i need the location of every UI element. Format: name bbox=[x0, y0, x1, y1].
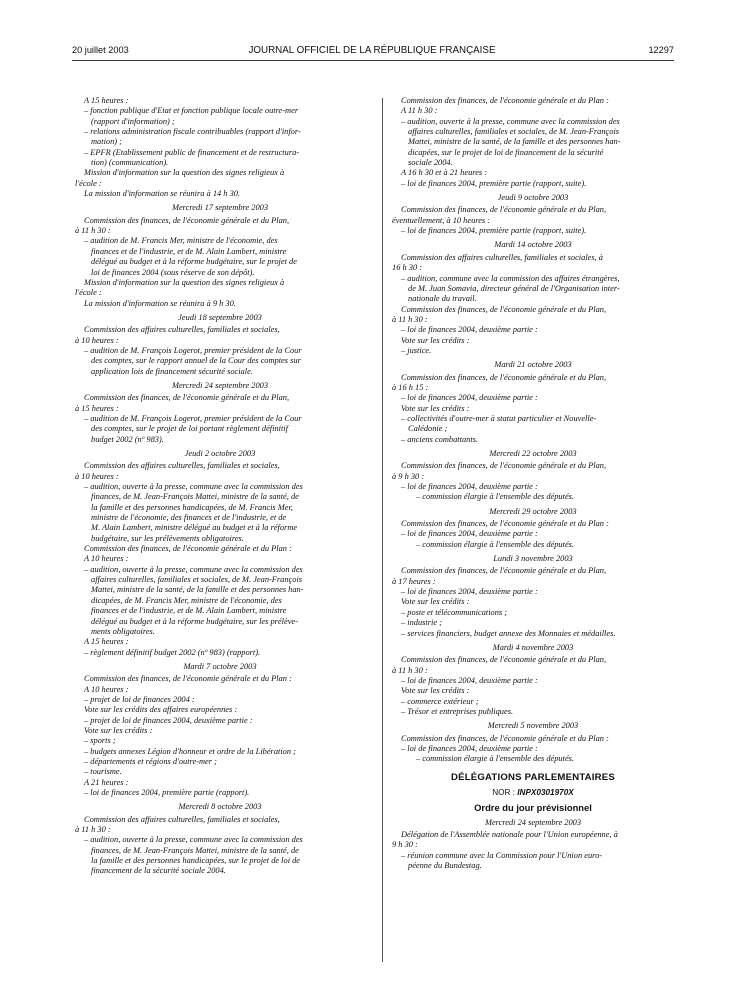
list-item: – relations administration fiscale contribuables (rapport d'infor- bbox=[84, 127, 301, 137]
list-item: – Trésor et entreprises publiques. bbox=[401, 706, 514, 716]
list-item-continuation: de M. Juan Somavia, directeur général de l'Organisation inter- bbox=[408, 283, 620, 293]
paragraph-line: 9 h 30 : bbox=[392, 840, 418, 850]
list-item-continuation: application lois de financement sécurité sociale. bbox=[91, 366, 253, 376]
list-item: – audition de M. François Logerot, premier président de la Cour bbox=[84, 413, 302, 423]
date-heading: Mercredi 5 novembre 2003 bbox=[487, 721, 579, 731]
list-item-continuation: ments obligatoires. bbox=[91, 626, 155, 636]
paragraph-line: A 11 h 30 : bbox=[401, 106, 438, 116]
paragraph-line: A 10 heures : bbox=[84, 684, 129, 694]
list-item-continuation: M. Alain Lambert, ministre délégué au budget et à la réforme bbox=[91, 523, 298, 533]
list-item: Vote sur les crédits : bbox=[401, 597, 470, 607]
date-heading: Jeudi 2 octobre 2003 bbox=[184, 449, 256, 458]
list-item: – règlement définitif budget 2002 (nº 983) (rapport). bbox=[84, 647, 261, 657]
paragraph-line: à 11 h 30 : bbox=[75, 226, 111, 236]
paragraph-line: Mission d'information sur la question des signes religieux à bbox=[84, 277, 285, 287]
list-item-continuation: finances, de M. Jean-François Mattei, ministre de la santé, de bbox=[91, 845, 299, 855]
agenda-subheading: Ordre du jour prévisionnel bbox=[474, 802, 592, 814]
paragraph-line: à 17 heures : bbox=[392, 576, 436, 586]
paragraph-line: Commission des finances, de l'économie générale et du Plan, bbox=[401, 205, 607, 215]
list-item: – budgets annexes Légion d'honneur et ordre de la Libération ; bbox=[84, 746, 296, 756]
list-item-continuation: la famille et des personnes handicapées, sur le projet de loi de bbox=[91, 856, 301, 866]
list-item: Vote sur les crédits : bbox=[401, 686, 470, 696]
list-item: – commerce extérieur ; bbox=[401, 696, 479, 706]
list-item-continuation: des comptes, sur le rapport annuel de la Cour des comptes sur bbox=[91, 356, 301, 366]
list-item-continuation: finances, de M. Jean-François Mattei, ministre de la santé, de bbox=[91, 492, 299, 502]
sub-list-item: – commission élargie à l'ensemble des députés. bbox=[416, 492, 575, 502]
paragraph-line: Commission des finances, de l'économie générale et du Plan : bbox=[401, 733, 609, 743]
date-heading: Mardi 21 octobre 2003 bbox=[494, 360, 572, 370]
list-item: – audition, ouverte à la presse, commune avec la commission des bbox=[84, 482, 303, 492]
list-item: – projet de loi de finances 2004, deuxième partie : bbox=[84, 715, 253, 725]
paragraph-line: A 10 heures : bbox=[84, 554, 129, 564]
date-heading: Jeudi 18 septembre 2003 bbox=[178, 312, 262, 322]
list-item-continuation: péenne du Bundestag. bbox=[408, 861, 482, 871]
delegation-agenda bbox=[392, 830, 674, 871]
list-item: – loi de finances 2004, deuxième partie : bbox=[401, 743, 538, 753]
paragraph-line: à 16 h 15 : bbox=[392, 382, 429, 392]
list-item: – fonction publique d'Etat et fonction publique locale outre-mer bbox=[84, 106, 299, 116]
list-item-continuation: ministre de l'économie, des finances et de l'industrie, et de bbox=[91, 513, 287, 523]
list-item: – audition de M. François Logerot, premier président de la Cour bbox=[84, 345, 302, 355]
list-item: – services financiers, budget annexe des Monnaies et médailles. bbox=[401, 628, 616, 638]
list-item: – EPFR (Etablissement public de financement et de restructura- bbox=[84, 147, 300, 157]
list-item-continuation: (rapport d'information) ; bbox=[91, 116, 175, 126]
list-item-continuation: Calédonie ; bbox=[408, 424, 448, 434]
list-item: – loi de finances 2004, deuxième partie : bbox=[401, 393, 538, 403]
paragraph-line: Commission des finances, de l'économie générale et du Plan : bbox=[401, 519, 609, 529]
list-item-continuation: sociale 2004. bbox=[408, 158, 453, 168]
list-item: – audition, ouverte à la presse, commune avec la commission des bbox=[401, 116, 620, 126]
date-heading: Mercredi 24 septembre 2003 bbox=[171, 380, 269, 390]
paragraph-line: 16 h 30 : bbox=[392, 263, 423, 273]
list-item-continuation: finances et de l'industrie, et de M. Alain Lambert, ministre bbox=[91, 246, 287, 256]
paragraph-line: Commission des finances, de l'économie générale et du Plan : bbox=[84, 674, 292, 684]
list-item-continuation: dicapées, sur le projet de loi de financement de la sécurité bbox=[408, 147, 604, 157]
list-item: – loi de finances 2004, deuxième partie : bbox=[401, 529, 538, 539]
list-item: – justice. bbox=[401, 345, 432, 355]
paragraph-line: Commission des affaires culturelles, familiales et sociales, bbox=[84, 461, 280, 471]
paragraph-line: Commission des affaires culturelles, familiales et sociales, bbox=[84, 814, 280, 824]
list-item-continuation: finances et de l'industrie, et de M. Alain Lambert, ministre bbox=[91, 606, 287, 616]
list-item: – audition, ouverte à la presse, commune avec la commission des bbox=[84, 835, 303, 845]
list-item: – projet de loi de finances 2004 : bbox=[84, 694, 195, 704]
list-item: – audition de M. Francis Mer, ministre de l'économie, des bbox=[84, 236, 278, 246]
paragraph-line: A 21 heures : bbox=[84, 777, 129, 787]
left-column bbox=[75, 96, 365, 877]
right-column-agenda bbox=[392, 96, 674, 765]
list-item-continuation: loi de finances 2004 (sous réserve de son dépôt). bbox=[91, 267, 255, 277]
date-heading: Mercredi 17 septembre 2003 bbox=[171, 203, 269, 213]
paragraph-line: Commission des affaires culturelles, familiales et sociales, bbox=[84, 325, 280, 335]
header-date: 20 juillet 2003 bbox=[72, 45, 129, 55]
nor-reference bbox=[392, 788, 674, 798]
nor-label: NOR : bbox=[492, 787, 515, 797]
paragraph-line: Commission des finances, de l'économie générale et du Plan : bbox=[84, 544, 292, 554]
list-item: – loi de finances 2004, deuxième partie : bbox=[401, 482, 538, 492]
page-number: 12297 bbox=[648, 45, 674, 55]
paragraph-line: éventuellement, à 10 heures : bbox=[392, 215, 491, 225]
list-item-continuation: la famille et des personnes handicapées, de M. Francis Mer, bbox=[91, 502, 293, 512]
page-header bbox=[72, 45, 672, 61]
date-heading: Mercredi 8 octobre 2003 bbox=[178, 802, 262, 812]
list-item: – réunion commune avec la Commission pour l'Union euro- bbox=[401, 850, 603, 860]
list-item: – loi de finances 2004, première partie (rapport, suite). bbox=[401, 178, 587, 188]
list-item: – anciens combattants. bbox=[401, 434, 478, 444]
paragraph-line: à 15 heures : bbox=[75, 403, 119, 413]
journal-title: JOURNAL OFFICIEL DE LA RÉPUBLIQUE FRANÇAISE bbox=[248, 45, 496, 56]
list-item-continuation: nationale du travail. bbox=[408, 294, 477, 304]
paragraph-line: à 11 h 30 : bbox=[75, 825, 111, 835]
list-item-continuation: dicapées, de M. Francis Mer, ministre de l'économie, des bbox=[91, 595, 282, 605]
paragraph-line: Commission des finances, de l'économie générale et du Plan, bbox=[401, 304, 607, 314]
paragraph-line: Commission des finances, de l'économie générale et du Plan, bbox=[401, 372, 607, 382]
list-item-continuation: délégué au budget et à la réforme budgétaire, sur le projet de bbox=[91, 257, 297, 267]
list-item: Vote sur les crédits : bbox=[84, 725, 153, 735]
paragraph-line: Commission des finances, de l'économie générale et du Plan, bbox=[401, 655, 607, 665]
paragraph-line: A 16 h 30 et à 21 heures : bbox=[401, 168, 488, 178]
list-item: – collectivités d'outre-mer à statut particulier et Nouvelle- bbox=[401, 413, 597, 423]
list-item: – audition, ouverte à la presse, commune avec la commission des bbox=[84, 564, 303, 574]
list-item: Vote sur les crédits : bbox=[401, 335, 470, 345]
paragraph-line: A 15 heures : bbox=[84, 637, 129, 647]
paragraph-line: à 10 heures : bbox=[75, 471, 119, 481]
meeting-date: Mercredi 24 septembre 2003 bbox=[484, 817, 582, 827]
list-item-continuation: des comptes, sur le projet de loi portant règlement définitif bbox=[91, 424, 288, 434]
sub-list-item: – commission élargie à l'ensemble des députés. bbox=[416, 754, 575, 764]
paragraph-line: A 15 heures : bbox=[84, 96, 129, 105]
paragraph-line: Commission des finances, de l'économie générale et du Plan : bbox=[401, 96, 609, 105]
paragraph-line: Commission des finances, de l'économie générale et du Plan, bbox=[84, 393, 290, 403]
list-item-continuation: budget 2002 (nº 983). bbox=[91, 434, 164, 444]
paragraph-line: Commission des affaires culturelles, familiales et sociales, à bbox=[401, 252, 603, 262]
list-item: – sports ; bbox=[84, 736, 116, 746]
paragraph-line: l'école : bbox=[75, 288, 102, 298]
paragraph-line: Délégation de l'Assemblée nationale pour l'Union européenne, à bbox=[401, 830, 618, 839]
list-item-continuation: Mattei, ministre de la santé, de la famille et des personnes han- bbox=[91, 585, 304, 595]
list-item-continuation: tion) (communication). bbox=[91, 158, 169, 168]
list-item-continuation: financement de la sécurité sociale 2004. bbox=[91, 866, 226, 876]
list-item: – loi de finances 2004, deuxième partie : bbox=[401, 325, 538, 335]
list-item: – industrie ; bbox=[401, 618, 442, 628]
paragraph-line: La mission d'information se réunira à 9 h 30. bbox=[84, 298, 236, 308]
list-item: – loi de finances 2004, première partie (rapport, suite). bbox=[401, 226, 587, 236]
paragraph-line: Commission des finances, de l'économie générale et du Plan, bbox=[401, 566, 607, 576]
list-item: Vote sur les crédits : bbox=[401, 403, 470, 413]
header-rule bbox=[72, 60, 674, 61]
paragraph-line: à 11 h 30 : bbox=[392, 314, 428, 324]
list-item-continuation: budgétaire, sur les prélèvements obligatoires. bbox=[91, 533, 244, 543]
paragraph-line: à 9 h 30 : bbox=[392, 471, 425, 481]
list-item-continuation: Mattei, ministre de la santé, de la famille et des personnes han- bbox=[408, 137, 621, 147]
date-heading: Jeudi 9 octobre 2003 bbox=[497, 193, 569, 203]
right-column bbox=[392, 96, 674, 871]
date-heading: Mardi 4 novembre 2003 bbox=[492, 642, 574, 652]
list-item: – loi de finances 2004, première partie (rapport). bbox=[84, 788, 250, 797]
list-item-continuation: mation) ; bbox=[91, 137, 122, 147]
list-item: Vote sur les crédits des affaires européennes : bbox=[84, 705, 238, 715]
list-item-continuation: délégué au budget et à la réforme budgétaire, sur les prélève- bbox=[91, 616, 298, 626]
list-item: – loi de finances 2004, deuxième partie : bbox=[401, 587, 538, 597]
date-heading: Lundi 3 novembre 2003 bbox=[493, 554, 573, 564]
paragraph-line: Mission d'information sur la question des signes religieux à bbox=[84, 168, 285, 178]
list-item: – départements et régions d'outre-mer ; bbox=[84, 756, 217, 766]
list-item: – audition, commune avec la commission des affaires étrangères, bbox=[401, 273, 620, 283]
paragraph-line: Commission des finances, de l'économie générale et du Plan, bbox=[401, 461, 607, 471]
list-item: – tourisme. bbox=[84, 767, 122, 777]
paragraph-line: à 11 h 30 : bbox=[392, 665, 428, 675]
section-heading: DÉLÉGATIONS PARLEMENTAIRES bbox=[450, 771, 616, 783]
date-heading: Mardi 14 octobre 2003 bbox=[494, 240, 572, 250]
column-divider bbox=[382, 98, 383, 962]
date-heading: Mercredi 22 octobre 2003 bbox=[489, 449, 577, 458]
paragraph-line: Commission des finances, de l'économie générale et du Plan, bbox=[84, 215, 290, 225]
paragraph-line: à 10 heures : bbox=[75, 335, 119, 345]
paragraph-line: La mission d'information se réunira à 14 h 30. bbox=[84, 189, 241, 199]
date-heading: Mercredi 29 octobre 2003 bbox=[489, 506, 577, 516]
list-item: – poste et télécommunications ; bbox=[401, 607, 508, 617]
list-item-continuation: affaires culturelles, familiales et sociales, de M. Jean-François bbox=[408, 127, 620, 137]
date-heading: Mardi 7 octobre 2003 bbox=[183, 661, 257, 671]
sub-list-item: – commission élargie à l'ensemble des députés. bbox=[416, 539, 575, 549]
paragraph-line: l'école : bbox=[75, 178, 102, 188]
delegations-section bbox=[392, 773, 674, 872]
nor-value: INPX0301970X bbox=[517, 787, 574, 797]
list-item-continuation: affaires culturelles, familiales et sociales, de M. Jean-François bbox=[91, 575, 303, 585]
list-item: – loi de finances 2004, deuxième partie : bbox=[401, 675, 538, 685]
